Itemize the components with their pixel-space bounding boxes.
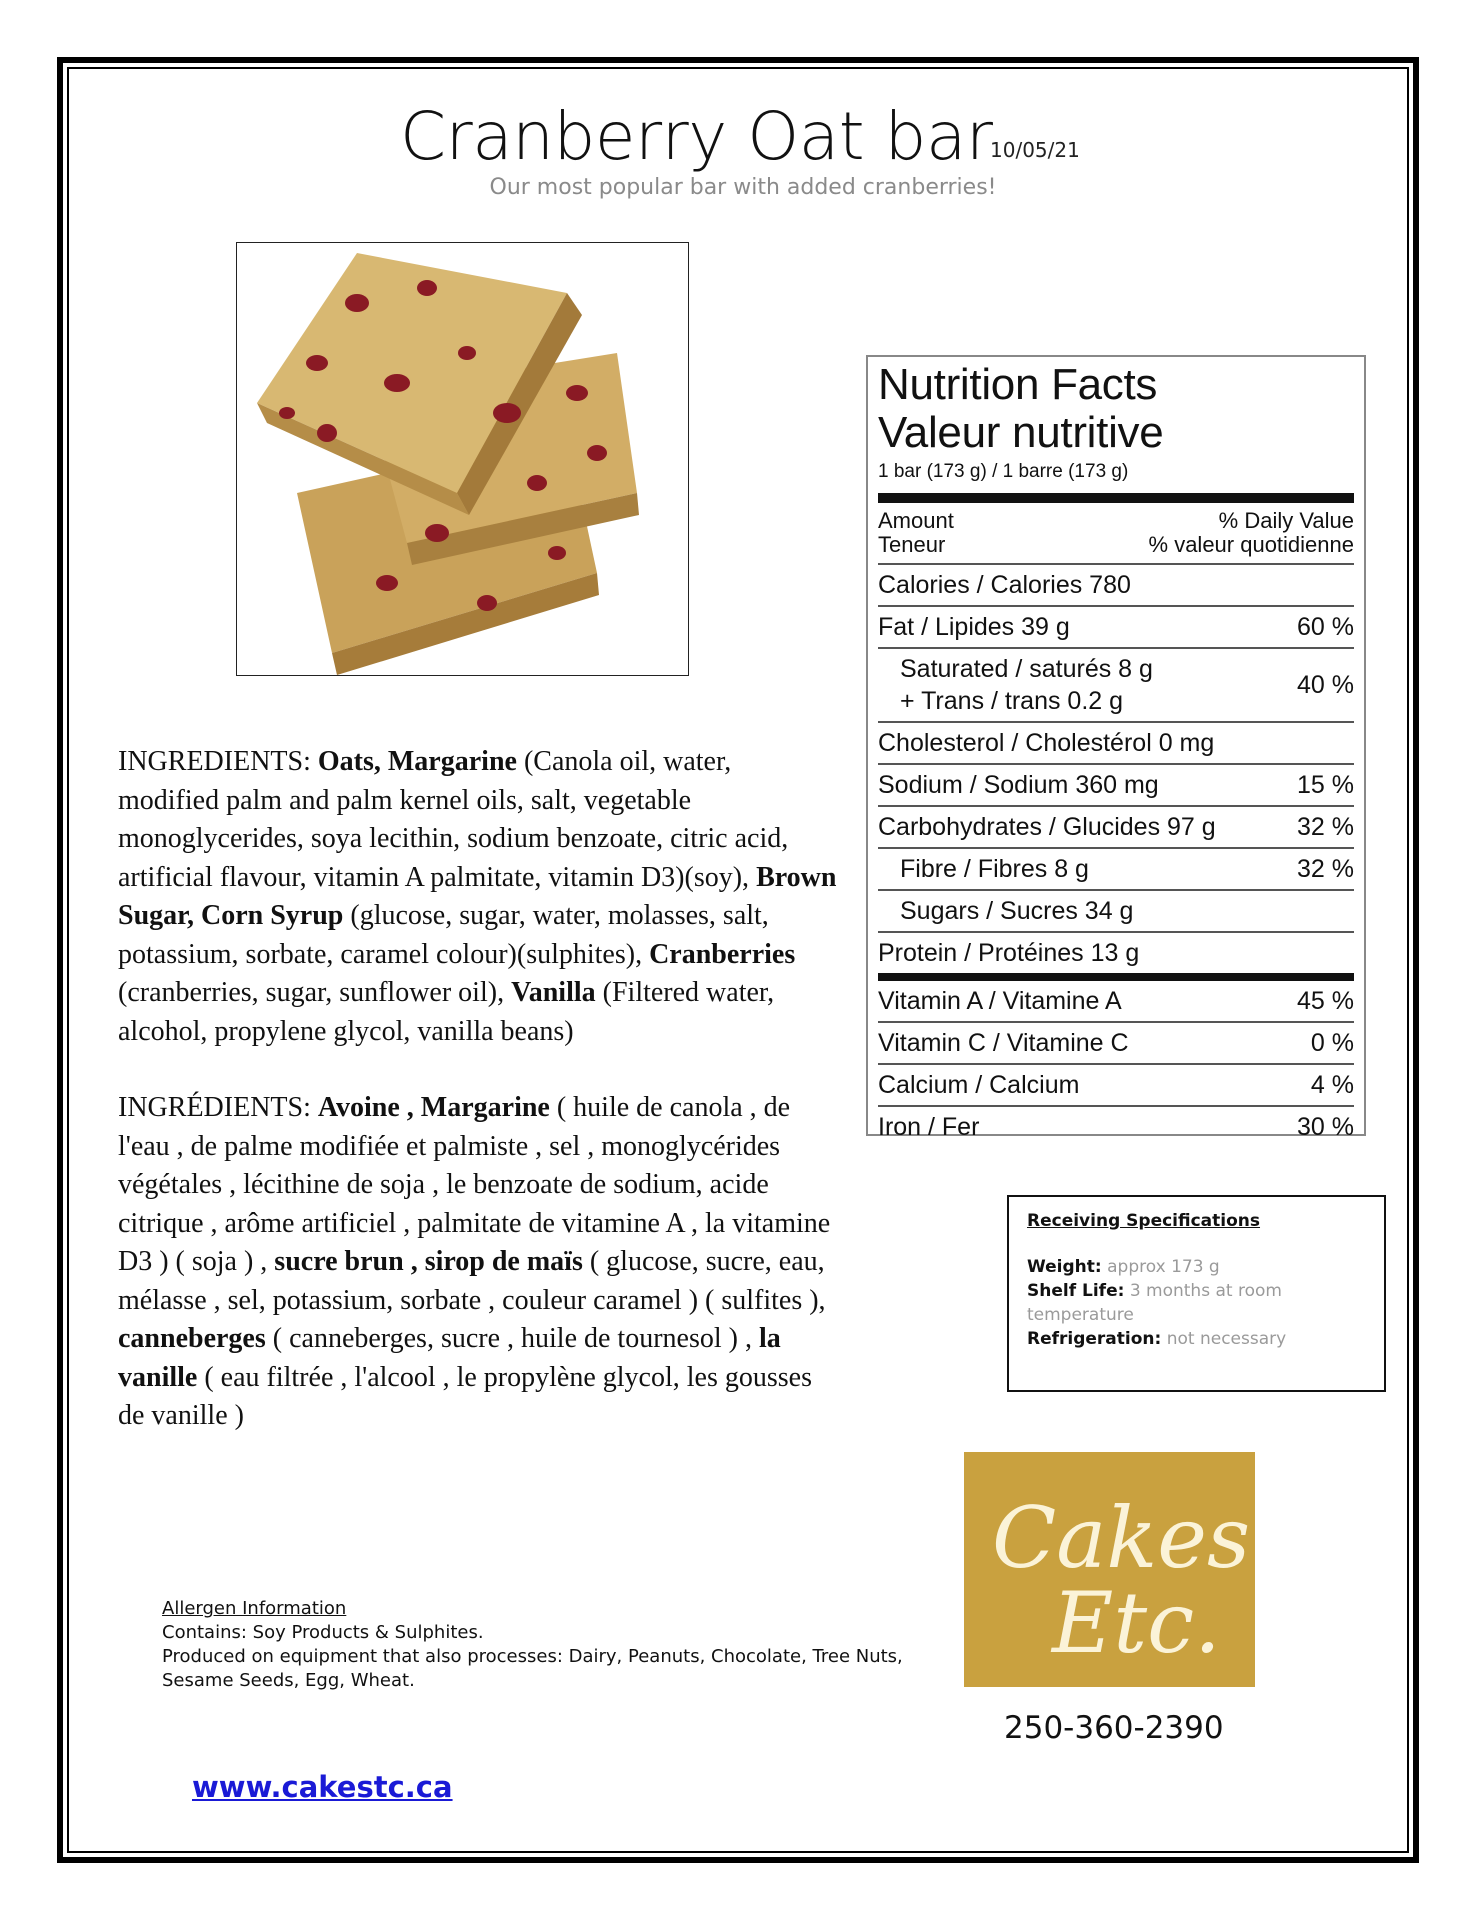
nutrition-row-vitamin-c [878,1023,1354,1065]
ingredients-en [118,743,838,1051]
nutrition-header-row [878,503,1354,565]
logo-line-2: Etc. [1052,1574,1221,1672]
ingredient-fr-margarine-detail: ( huile de canola , de l'eau , de palme modifiée et palmiste , sel , monoglycérides végétales , lécithine de soja , le benzoate de sodium, acide citrique , arôme artificiel , palmitate de vitamine A , la vitamine D3 ) ( soja ) , [118,1092,831,1277]
ingredient-fr-sirop-detail: ( glucose, sucre, eau, mélasse , sel, potassium, sorbate , couleur caramel ) ( sulfites ), [118,1246,826,1316]
calories-label: Calories / Calories 780 [878,570,1131,599]
fat-pct: 60 % [1297,612,1354,641]
ingredients-fr [118,1089,838,1436]
nutrition-serving-size: 1 bar (173 g) / 1 barre (173 g) [878,461,1354,503]
ingredient-vanilla: Vanilla [511,977,596,1008]
calcium-label: Calcium / Calcium [878,1070,1080,1099]
protein-label: Protein / Protéines 13 g [878,938,1140,967]
receiving-specifications-box [1007,1195,1386,1392]
amount-en: Amount [878,508,954,533]
nutrition-row-sodium [878,765,1354,807]
product-title: Cranberry Oat bar [400,98,993,175]
spec-refrigeration [1027,1327,1366,1351]
ingredient-cranberries-detail: (cranberries, sugar, sunflower oil), [118,977,505,1008]
nutrition-row-carbohydrates [878,807,1354,849]
ingredients-section [118,743,838,1474]
ingredient-fr-canneberges: canneberges [118,1323,266,1354]
nutrition-row-cholesterol [878,723,1354,765]
ingredient-fr-vanille: la vanille [118,1323,781,1393]
nutrition-row-saturated [878,649,1354,723]
spec-weight-value: approx 173 g [1107,1257,1220,1277]
specs-heading: Receiving Specifications [1027,1211,1261,1231]
allergen-equipment: Produced on equipment that also processes: Dairy, Peanuts, Chocolate, Tree Nuts, Sesame Seeds, Egg, Wheat. [162,1646,903,1691]
vitamin-c-pct: 0 % [1310,1028,1354,1057]
nutrition-row-iron [878,1107,1354,1147]
dv-en: % Daily Value [1218,508,1354,533]
saturated-line: Saturated / saturés 8 g [900,655,1153,683]
ingredients-fr-label: INGRÉDIENTS: [118,1092,311,1123]
ingredient-oats-margarine: Oats, Margarine [317,746,517,777]
sugars-label: Sugars / Sucres 34 g [900,896,1134,925]
cakes-etc-logo [964,1452,1255,1687]
cholesterol-label: Cholesterol / Cholestérol 0 mg [878,728,1215,757]
trans-line: + Trans / trans 0.2 g [900,687,1124,715]
sodium-pct: 15 % [1297,770,1354,799]
nutrition-title-fr: Valeur nutritive [878,408,1164,457]
nutrition-amount-heading [878,509,954,557]
spec-weight [1027,1255,1366,1279]
calcium-pct: 4 % [1310,1070,1354,1099]
fat-label: Fat / Lipides 39 g [878,612,1070,641]
carbs-pct: 32 % [1297,812,1354,841]
allergen-heading: Allergen Information [162,1598,347,1619]
nutrition-title-en: Nutrition Facts [878,360,1158,409]
oat-bar-stack-image [237,243,689,676]
iron-label: Iron / Fer [878,1112,980,1141]
amount-fr: Teneur [878,532,946,557]
vitamin-a-pct: 45 % [1297,986,1354,1015]
ingredient-fr-sucre-sirop: sucre brun , sirop de maïs [274,1246,583,1277]
allergen-contains: Contains: Soy Products & Sulphites. [162,1622,484,1643]
spec-refrig-value: not necessary [1166,1329,1287,1349]
ingredient-fr-canneberges-detail: ( canneberges, sucre , huile de tournesol ) , [272,1323,752,1354]
ingredient-sugar-syrup: Brown Sugar, Corn Syrup [118,861,837,931]
nutrition-facts-table [866,355,1366,1141]
carbs-label: Carbohydrates / Glucides 97 g [878,812,1216,841]
nutrition-row-fibre [878,849,1354,891]
phone-number: 250-360-2390 [1004,1710,1224,1746]
website-link[interactable]: www.cakestc.ca [192,1770,453,1804]
nutrition-row-vitamin-a [878,981,1354,1023]
fibre-label: Fibre / Fibres 8 g [900,854,1089,883]
subtitle-text: Our most popular bar with added cranberries! [489,175,997,200]
nutrition-row-sugars [878,891,1354,933]
ingredient-fr-avoine-margarine: Avoine , Margarine [317,1092,550,1123]
saturated-pct: 40 % [1297,670,1354,699]
logo-line-1: Cakes [992,1489,1251,1587]
product-photo [236,242,689,676]
spec-shelf-label: Shelf Life: [1027,1281,1125,1301]
spec-weight-label: Weight: [1027,1257,1102,1277]
label-date: 10/05/21 [990,138,1080,162]
fibre-pct: 32 % [1297,854,1354,883]
ingredient-vanilla-detail: (Filtered water, alcohol, propylene glycol, vanilla beans) [118,977,775,1047]
spec-shelf-life [1027,1279,1366,1327]
dv-fr: % valeur quotidienne [1148,532,1354,557]
nutrition-row-calcium [878,1065,1354,1107]
vitamin-c-label: Vitamin C / Vitamine C [878,1028,1129,1057]
nutrition-dv-heading [1149,509,1354,557]
ingredients-en-label: INGREDIENTS: [118,746,311,777]
nutrition-row-calories [878,565,1354,607]
ingredient-syrup-detail: (glucose, sugar, water, molasses, salt, potassium, sorbate, caramel colour)(sulphites), [118,900,769,970]
vitamin-a-label: Vitamin A / Vitamine A [878,986,1122,1015]
allergen-information [162,1597,922,1693]
spec-refrig-label: Refrigeration: [1027,1329,1162,1349]
ingredient-cranberries: Cranberries [649,938,796,970]
sodium-label: Sodium / Sodium 360 mg [878,770,1159,799]
logo-lettering [964,1452,1255,1687]
ingredient-fr-vanille-detail: ( eau filtrée , l'alcool , le propylène glycol, les gousses de vanille ) [118,1361,812,1431]
product-subtitle [0,175,1484,200]
nutrition-row-protein [878,933,1354,981]
ingredient-margarine-detail: (Canola oil, water, modified palm and palm kernel oils, salt, vegetable monoglycerides, soya lecithin, sodium benzoate, citric acid, artificial flavour, vitamin A palmitate, vitamin D3)(soy), [118,746,789,893]
spec-shelf-value: 3 months at room temperature [1027,1281,1282,1325]
saturated-label [878,653,1153,717]
nutrition-row-fat [878,607,1354,649]
iron-pct: 30 % [1297,1112,1354,1141]
